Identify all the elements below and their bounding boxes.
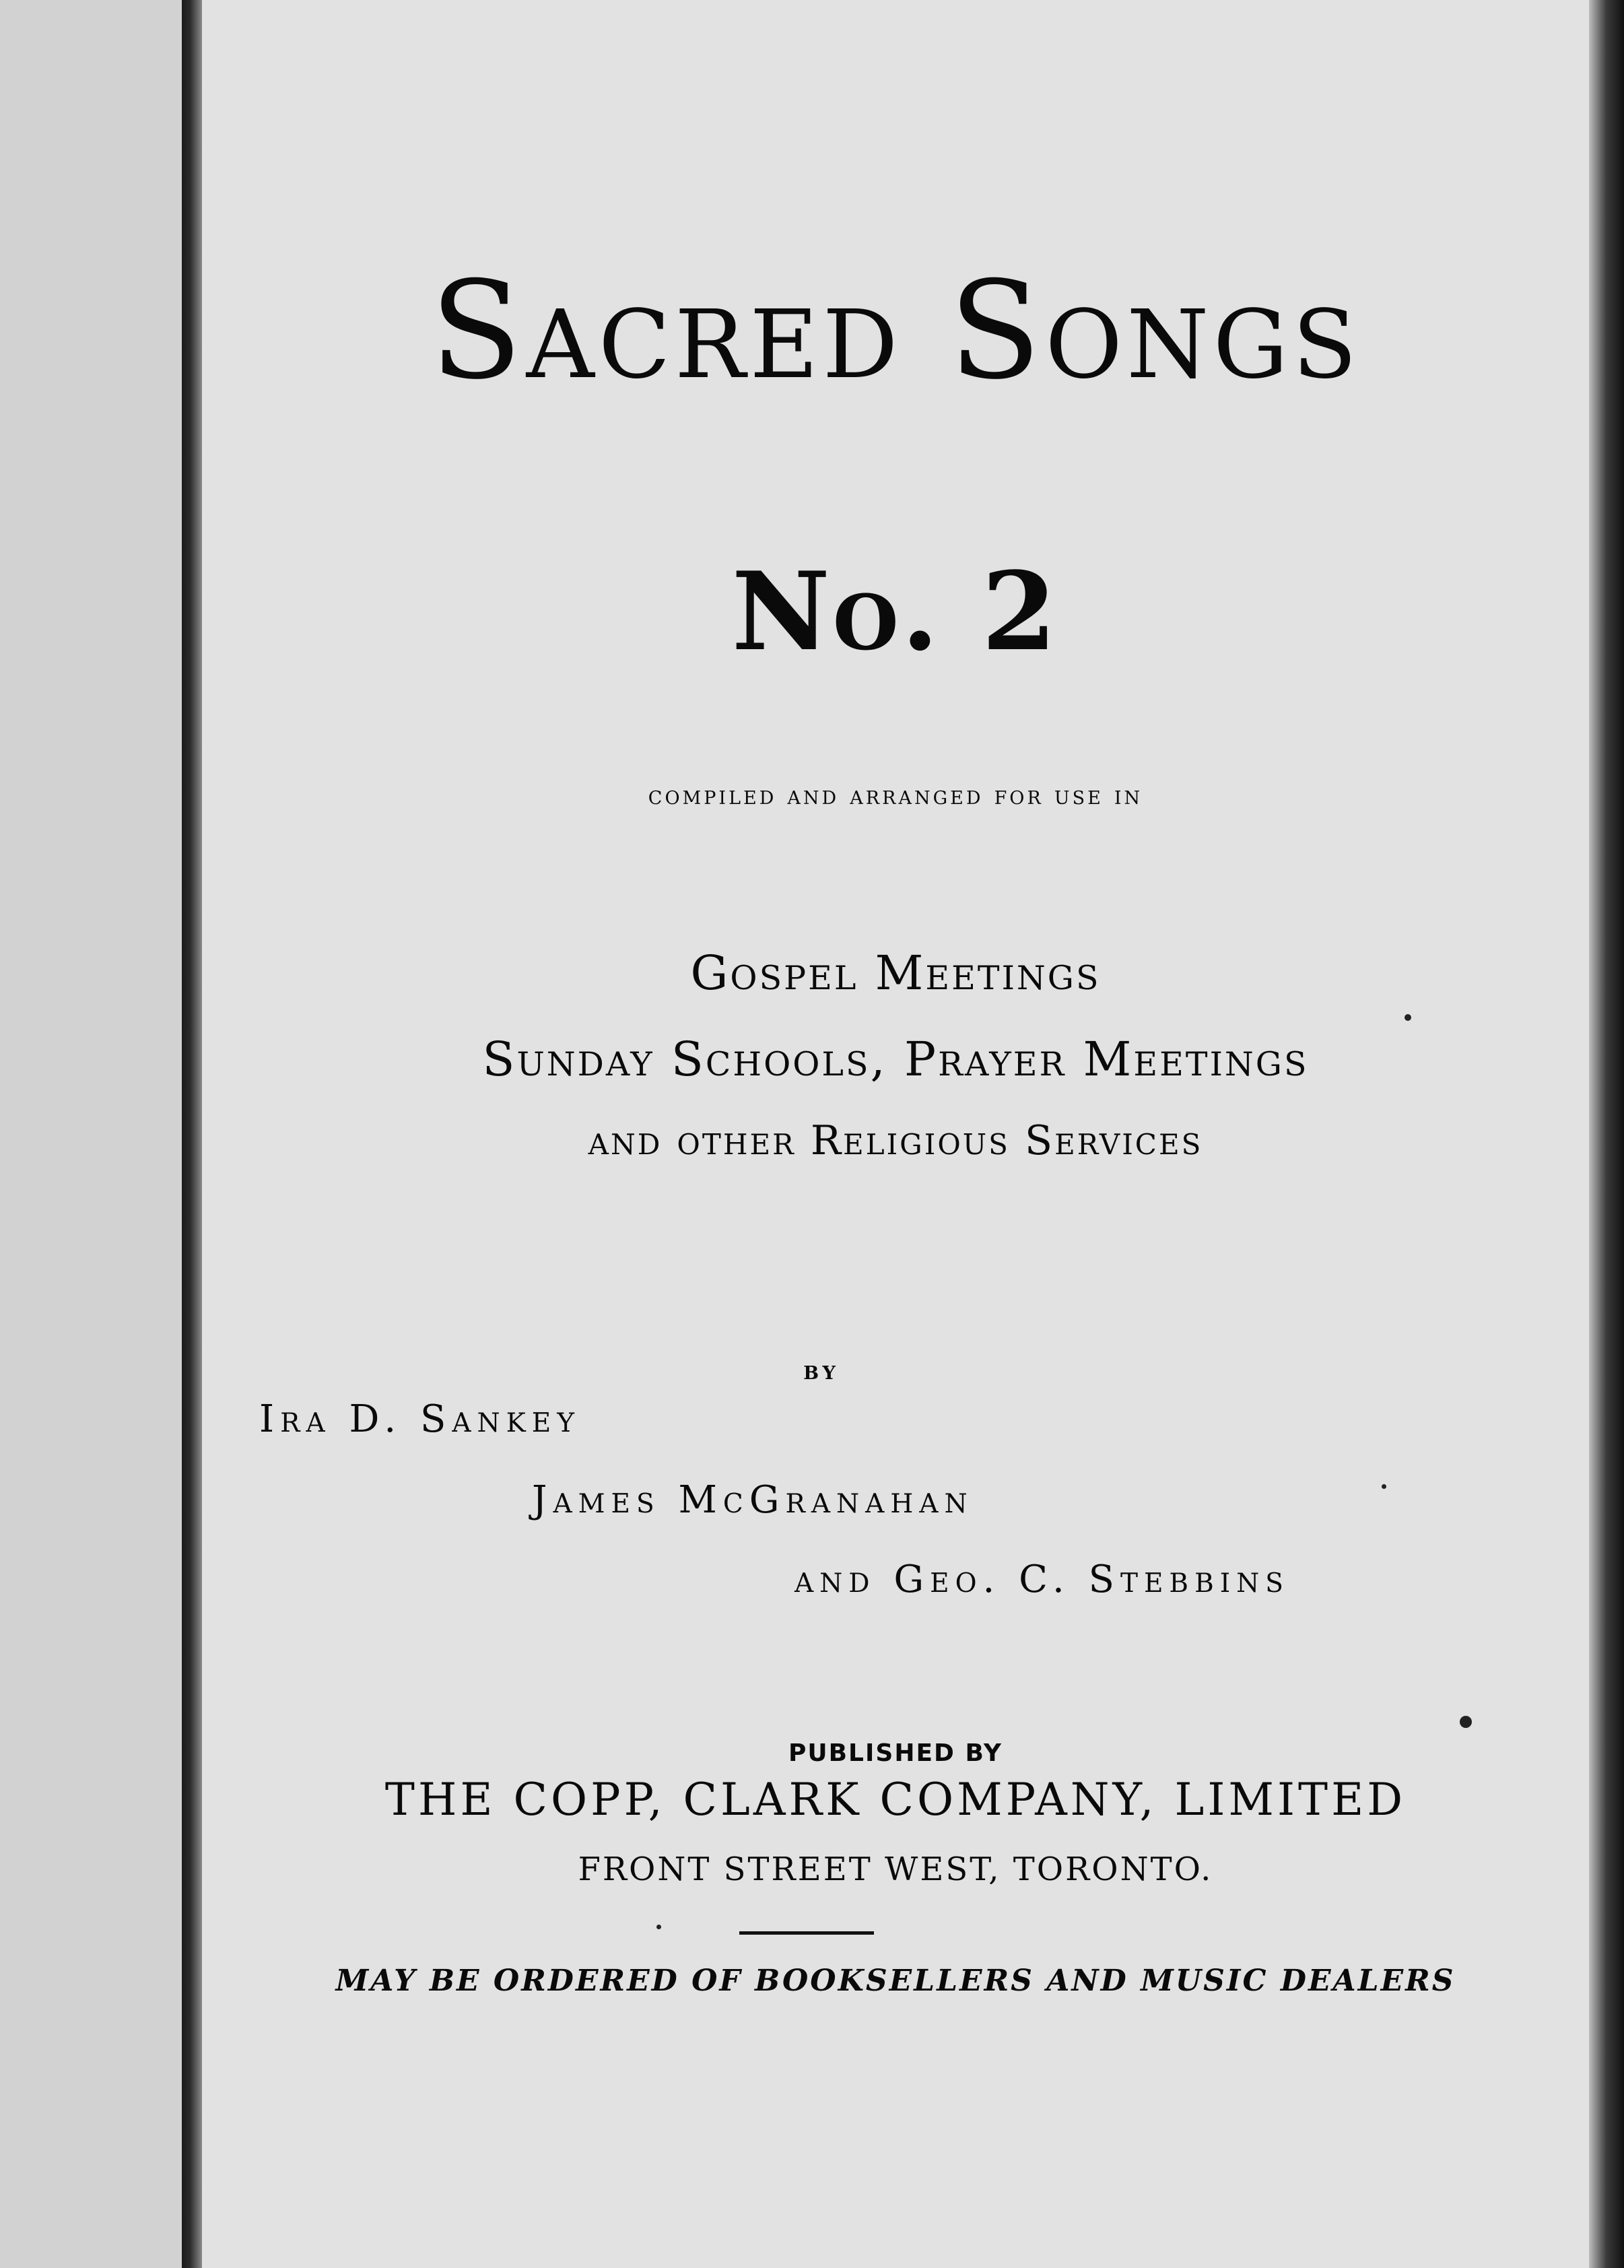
right-page-edge (1589, 0, 1624, 2268)
purpose-line-1: Gospel Meetings (690, 945, 1101, 1001)
ink-speck (1460, 1716, 1472, 1728)
binding-gutter (182, 0, 202, 2268)
purpose-line-3: and other Religious Services (588, 1117, 1203, 1164)
compiled-line: compiled and arranged for use in (648, 780, 1143, 810)
purpose-line-2: Sunday Schools, Prayer Meetings (482, 1032, 1309, 1087)
order-note: MAY BE ORDERED OF BOOKSELLERS AND MUSIC DEALERS (335, 1964, 1456, 1998)
ink-speck (183, 1022, 189, 1028)
ink-speck (656, 1925, 661, 1929)
by-label: by (803, 1355, 840, 1385)
ink-speck (1382, 1484, 1386, 1489)
author-3: and Geo. C. Stebbins (794, 1558, 1290, 1601)
publisher-address: FRONT STREET WEST, TORONTO. (578, 1850, 1213, 1888)
book-title: Sacred Songs (430, 253, 1361, 409)
left-margin (0, 0, 182, 2268)
volume-number: No. 2 (731, 548, 1060, 675)
author-2: James McGranahan (532, 1478, 974, 1522)
publisher-name: THE COPP, CLARK COMPANY, LIMITED (384, 1774, 1407, 1826)
divider-rule (739, 1931, 874, 1935)
ink-speck (1405, 1014, 1411, 1021)
published-by-label: PUBLISHED BY (788, 1739, 1003, 1767)
author-1: Ira D. Sankey (259, 1397, 580, 1441)
